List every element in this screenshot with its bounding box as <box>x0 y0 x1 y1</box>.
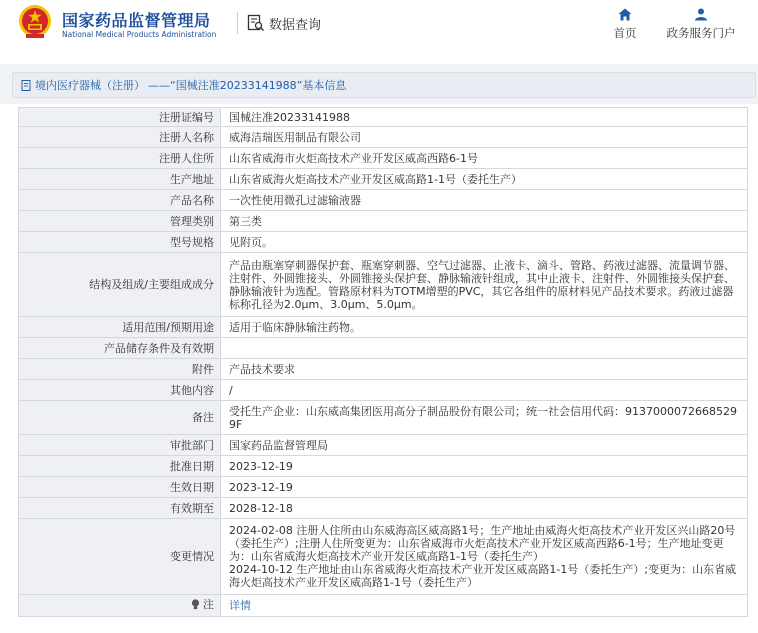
field-label: 注册人住所 <box>19 148 221 169</box>
header-divider <box>237 12 238 34</box>
details-link[interactable]: 详情 <box>229 599 251 612</box>
field-value <box>221 338 748 359</box>
field-value: 山东省威海市火炬高技术产业开发区威高西路6-1号 <box>221 148 748 169</box>
national-emblem-icon <box>18 4 52 40</box>
table-row <box>19 435 748 456</box>
table-row <box>19 253 748 317</box>
field-label: 注册人名称 <box>19 127 221 148</box>
field-value: 2023-12-19 <box>221 477 748 498</box>
field-value: 威海洁瑞医用制品有限公司 <box>221 127 748 148</box>
field-value: / <box>221 380 748 401</box>
nav-service-portal-label: 政务服务门户 <box>666 26 736 40</box>
nav-home[interactable] <box>605 8 645 41</box>
field-label: 适用范围/预期用途 <box>19 317 221 338</box>
field-value: 产品技术要求 <box>221 359 748 380</box>
field-label: 有效期至 <box>19 498 221 519</box>
document-search-icon <box>247 14 265 32</box>
table-row <box>19 359 748 380</box>
field-value: 2024-02-08 注册人住所由山东威海高区威高路1号；生产地址由威海火炬高技术产业开发区兴山路20号（委托生产）;注册人住所变更为：山东省威海市火炬高技术产业开发区威高西路6-1号；生产地址变更为：山东省威海火炬高技术产业开发区威高路1-1号（委托生产） 2024-10-12 生产地址由山东省威海火炬高技术产业开发区威高路1-1号（委托生产）;变更为：山东省威海火炬高技术产业开发区威高路1-1号（委托生产） <box>221 519 748 595</box>
nav-service-portal[interactable] <box>660 8 742 41</box>
field-label: 注册证编号 <box>19 108 221 127</box>
table-row <box>19 317 748 338</box>
site-header <box>0 0 758 56</box>
table-row <box>19 127 748 148</box>
field-label: 生产地址 <box>19 169 221 190</box>
table-row <box>19 232 748 253</box>
field-value: 山东省威海火炬高技术产业开发区威高路1-1号（委托生产） <box>221 169 748 190</box>
field-label: 结构及组成/主要组成成分 <box>19 253 221 317</box>
document-icon <box>21 80 32 91</box>
home-icon <box>618 8 632 21</box>
field-value: 第三类 <box>221 211 748 232</box>
field-value: 适用于临床静脉输注药物。 <box>221 317 748 338</box>
field-label: 型号规格 <box>19 232 221 253</box>
field-label: 审批部门 <box>19 435 221 456</box>
table-row <box>19 498 748 519</box>
field-value: 2023-12-19 <box>221 456 748 477</box>
field-value: 产品由瓶塞穿刺器保护套、瓶塞穿刺器、空气过滤器、止液卡、滴斗、管路、药液过滤器、流量调节器、注射件、外圆锥接头、外圆锥接头保护套、静脉输液针组成，其中止液卡、注射件、外圆锥接头保护套、静脉输液针为选配。管路原材料为TOTM增塑的PVC，其它各组件的原材料见产品技术要求。药液过滤器标称孔径为2.0μm、3.0μm、5.0μm。 <box>221 253 748 317</box>
table-row <box>19 108 748 127</box>
field-value: 国家药品监督管理局 <box>221 435 748 456</box>
field-label: 管理类别 <box>19 211 221 232</box>
breadcrumb-category-link[interactable]: 境内医疗器械（注册） <box>35 79 145 92</box>
note-label: 注 <box>203 598 214 611</box>
table-row <box>19 456 748 477</box>
field-label: 其他内容 <box>19 380 221 401</box>
data-query-link[interactable] <box>247 12 321 34</box>
table-row <box>19 477 748 498</box>
field-value: 见附页。 <box>221 232 748 253</box>
breadcrumb <box>12 72 756 98</box>
bulb-icon <box>191 599 200 610</box>
table-row <box>19 338 748 359</box>
field-value: 2028-12-18 <box>221 498 748 519</box>
brand-title: 国家药品监督管理局 <box>62 11 211 30</box>
field-value: 受托生产企业：山东威高集团医用高分子制品股份有限公司；统一社会信用代码：91370000726685299F <box>221 401 748 435</box>
user-icon <box>694 8 708 21</box>
field-label: 附件 <box>19 359 221 380</box>
detail-table <box>18 107 748 617</box>
table-row <box>19 148 748 169</box>
data-query-label: 数据查询 <box>269 17 322 33</box>
nav-home-label: 首页 <box>613 26 637 40</box>
field-label: 变更情况 <box>19 519 221 595</box>
table-row <box>19 595 748 617</box>
table-row <box>19 519 748 595</box>
table-row <box>19 169 748 190</box>
field-value: 一次性使用微孔过滤输液器 <box>221 190 748 211</box>
table-row <box>19 211 748 232</box>
field-label: 生效日期 <box>19 477 221 498</box>
note-value-cell <box>221 595 748 617</box>
field-value: 国械注准20233141988 <box>221 108 748 127</box>
breadcrumb-title: ——“国械注准20233141988”基本信息 <box>148 79 347 92</box>
field-label: 备注 <box>19 401 221 435</box>
table-row <box>19 190 748 211</box>
note-label-cell <box>19 595 221 617</box>
field-label: 批准日期 <box>19 456 221 477</box>
field-label: 产品储存条件及有效期 <box>19 338 221 359</box>
brand-subtitle: National Medical Products Administration <box>62 30 217 39</box>
table-row <box>19 401 748 435</box>
field-label: 产品名称 <box>19 190 221 211</box>
table-row <box>19 380 748 401</box>
